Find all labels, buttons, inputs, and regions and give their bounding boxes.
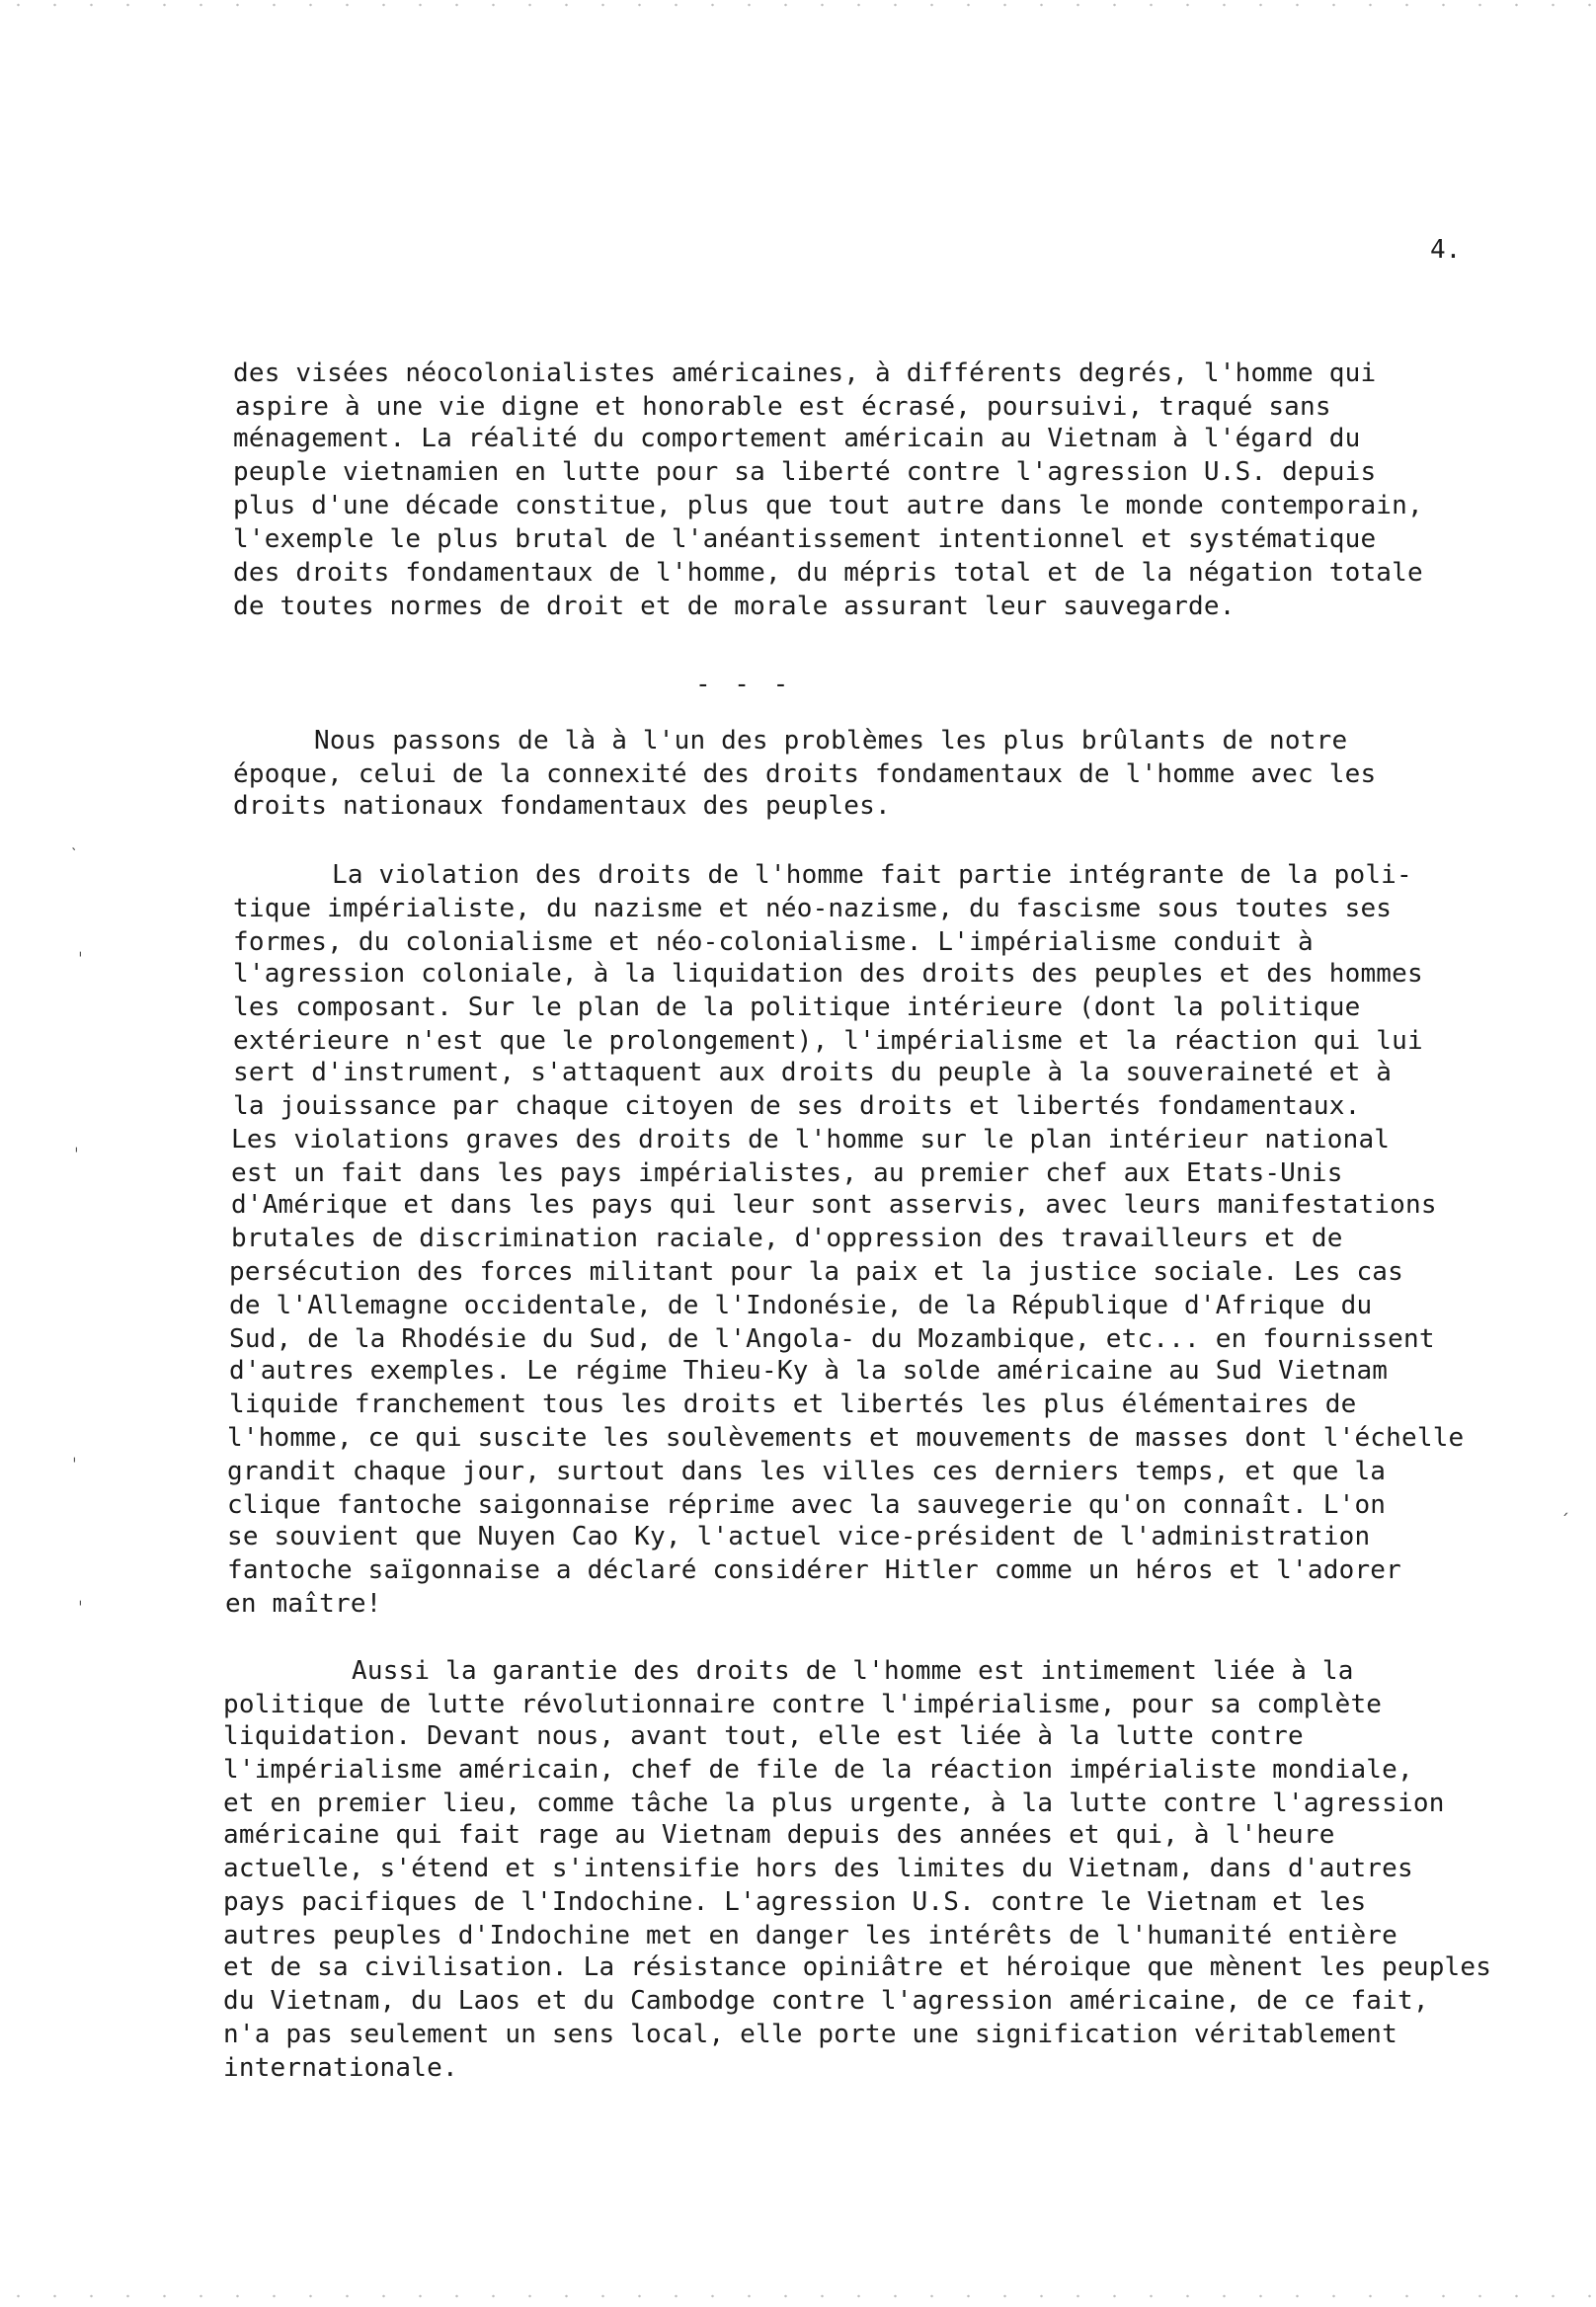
text-line: et en premier lieu, comme tâche la plus urgente, à la lutte contre l'agression bbox=[223, 1789, 1445, 1818]
text-line: extérieure n'est que le prolongement), l'impérialisme et la réaction qui lui bbox=[233, 1026, 1423, 1056]
text-line: du Vietnam, du Laos et du Cambodge contre l'agression américaine, de ce fait, bbox=[223, 1986, 1429, 2016]
section-separator: - - - bbox=[695, 670, 793, 699]
text-line: d'autres exemples. Le régime Thieu-Ky à la solde américaine au Sud Vietnam bbox=[229, 1356, 1389, 1386]
text-line: ménagement. La réalité du comportement américain au Vietnam à l'égard du bbox=[233, 424, 1361, 453]
text-line: l'impérialisme américain, chef de file de la réaction impérialiste mondiale, bbox=[223, 1755, 1413, 1785]
text-line: de toutes normes de droit et de morale assurant leur sauvegarde. bbox=[233, 592, 1236, 621]
text-line: les composant. Sur le plan de la politique intérieure (dont la politique bbox=[233, 993, 1361, 1022]
text-line: autres peuples d'Indochine met en danger les intérêts de l'humanité entière bbox=[223, 1921, 1397, 1950]
text-line: brutales de discrimination raciale, d'oppression des travailleurs et de bbox=[231, 1224, 1343, 1253]
margin-speck: ˏ bbox=[1560, 1495, 1571, 1516]
margin-speck: ˌ bbox=[71, 1134, 82, 1154]
text-line: l'agression coloniale, à la liquidation des droits des peuples et des hommes bbox=[233, 959, 1423, 989]
text-line: et de sa civilisation. La résistance opiniâtre et héroique que mènent les peuples bbox=[223, 1952, 1492, 1982]
text-line: américaine qui fait rage au Vietnam depuis des années et qui, à l'heure bbox=[223, 1820, 1335, 1850]
text-line: n'a pas seulement un sens local, elle porte une signification véritablement bbox=[223, 2020, 1397, 2049]
text-line: sert d'instrument, s'attaquent aux droits du peuple à la souveraineté et à bbox=[233, 1058, 1393, 1087]
text-line: droits nationaux fondamentaux des peuples. bbox=[233, 791, 891, 821]
text-line: Les violations graves des droits de l'homme sur le plan intérieur national bbox=[231, 1125, 1391, 1154]
text-line: liquide franchement tous les droits et libertés les plus élémentaires de bbox=[229, 1390, 1357, 1419]
text-line: Aussi la garantie des droits de l'homme est intimement liée à la bbox=[352, 1656, 1354, 1686]
text-line: clique fantoche saigonnaise réprime avec la sauvegerie qu'on connaît. L'on bbox=[227, 1490, 1387, 1520]
text-line: est un fait dans les pays impérialistes, au premier chef aux Etats-Unis bbox=[231, 1158, 1343, 1188]
text-line: l'homme, ce qui suscite les soulèvements et mouvements de masses dont l'échelle bbox=[227, 1423, 1465, 1453]
text-line: la jouissance par chaque citoyen de ses droits et libertés fondamentaux. bbox=[233, 1091, 1361, 1121]
text-line: liquidation. Devant nous, avant tout, elle est liée à la lutte contre bbox=[223, 1721, 1304, 1751]
text-line: actuelle, s'étend et s'intensifie hors des limites du Vietnam, dans d'autres bbox=[223, 1854, 1413, 1883]
text-line: aspire à une vie digne et honorable est écrasé, poursuivi, traqué sans bbox=[235, 392, 1331, 422]
text-line: l'exemple le plus brutal de l'anéantissement intentionnel et systématique bbox=[233, 524, 1377, 554]
text-line: d'Amérique et dans les pays qui leur sont asservis, avec leurs manifestations bbox=[231, 1190, 1437, 1220]
text-line: des visées néocolonialistes américaines, à différents degrés, l'homme qui bbox=[233, 358, 1377, 388]
text-line: peuple vietnamien en lutte pour sa liberté contre l'agression U.S. depuis bbox=[233, 457, 1377, 487]
text-line: pays pacifiques de l'Indochine. L'agression U.S. contre le Vietnam et les bbox=[223, 1887, 1367, 1917]
top-edge-specks bbox=[0, 2, 1596, 8]
text-line: Nous passons de là à l'un des problèmes les plus brûlants de notre bbox=[314, 726, 1348, 756]
text-line: politique de lutte révolutionnaire contre l'impérialisme, pour sa complète bbox=[223, 1690, 1383, 1719]
margin-speck: ˋ bbox=[69, 845, 80, 866]
text-line: des droits fondamentaux de l'homme, du mépris total et de la négation totale bbox=[233, 558, 1423, 588]
page-number: 4. bbox=[1430, 235, 1462, 265]
text-line: en maître! bbox=[225, 1589, 382, 1619]
text-line: persécution des forces militant pour la paix et la justice sociale. Les cas bbox=[229, 1257, 1403, 1287]
margin-speck: ˌ bbox=[69, 1444, 80, 1465]
text-line: de l'Allemagne occidentale, de l'Indonésie, de la République d'Afrique du bbox=[229, 1291, 1373, 1320]
margin-speck: ˈ bbox=[75, 1598, 86, 1619]
margin-speck: ˌ bbox=[75, 938, 86, 959]
text-line: Sud, de la Rhodésie du Sud, de l'Angola- du Mozambique, etc... en fournissent bbox=[229, 1324, 1435, 1354]
text-line: grandit chaque jour, surtout dans les villes ces derniers temps, et que la bbox=[227, 1457, 1387, 1486]
text-line: fantoche saïgonnaise a déclaré considérer Hitler comme un héros et l'adorer bbox=[227, 1555, 1401, 1585]
text-line: tique impérialiste, du nazisme et néo-nazisme, du fascisme sous toutes ses bbox=[233, 894, 1393, 923]
bottom-edge-specks bbox=[0, 2293, 1596, 2299]
text-line: plus d'une décade constitue, plus que tout autre dans le monde contemporain, bbox=[233, 491, 1423, 520]
text-line: se souvient que Nuyen Cao Ky, l'actuel vice-président de l'administration bbox=[227, 1522, 1371, 1551]
text-line: époque, celui de la connexité des droits fondamentaux de l'homme avec les bbox=[233, 759, 1377, 789]
text-line: formes, du colonialisme et néo-colonialisme. L'impérialisme conduit à bbox=[233, 927, 1314, 957]
text-line: La violation des droits de l'homme fait partie intégrante de la poli- bbox=[332, 860, 1412, 890]
text-line: internationale. bbox=[223, 2053, 458, 2083]
